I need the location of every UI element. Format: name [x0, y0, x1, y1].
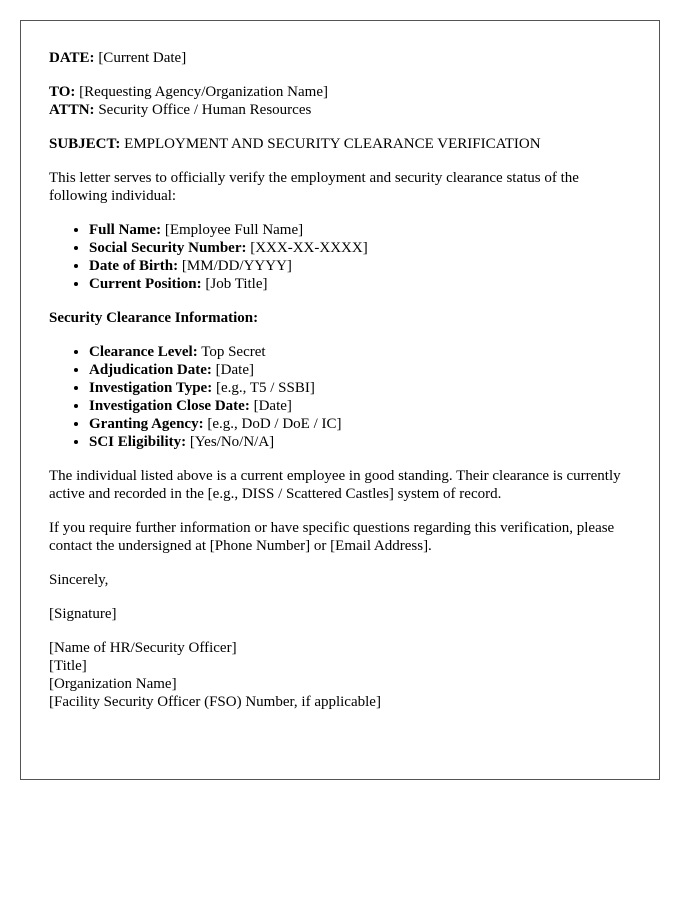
- list-item: [89, 415, 631, 433]
- list-item-label: Current Position:: [89, 276, 202, 292]
- list-item: [89, 397, 631, 415]
- list-item: [89, 239, 631, 257]
- clearance-heading: Security Clearance Information:: [49, 310, 259, 326]
- list-item-label: Adjudication Date:: [89, 362, 212, 378]
- list-item: [89, 257, 631, 275]
- list-item-label: Granting Agency:: [89, 416, 204, 432]
- list-item: [89, 361, 631, 379]
- list-item-label: Social Security Number:: [89, 240, 247, 256]
- date-line: [49, 49, 631, 67]
- signer-title: [Title]: [49, 658, 87, 674]
- contact-paragraph: If you require further information or have specific questions regarding this verification, please contact the undersigned at [Phone Number] or [Email Address].: [49, 520, 615, 554]
- intro-paragraph: This letter serves to officially verify the employment and security clearance status of the following individual:: [49, 170, 579, 204]
- list-item: [89, 379, 631, 397]
- subject-value: EMPLOYMENT AND SECURITY CLEARANCE VERIFICATION: [124, 136, 541, 152]
- date-value: [Current Date]: [98, 50, 187, 66]
- list-item-value: [MM/DD/YYYY]: [181, 258, 292, 274]
- to-line: [49, 83, 631, 101]
- list-item-value: [Date]: [253, 398, 292, 414]
- verification-letter: [20, 20, 660, 780]
- list-item: [89, 275, 631, 293]
- list-item-label: Investigation Type:: [89, 380, 213, 396]
- list-item-value: [e.g., T5 / SSBI]: [215, 380, 315, 396]
- list-item: [89, 221, 631, 239]
- list-item-label: Investigation Close Date:: [89, 398, 250, 414]
- list-item-value: [e.g., DoD / DoE / IC]: [207, 416, 342, 432]
- list-item: [89, 433, 631, 451]
- list-item-label: Clearance Level:: [89, 344, 198, 360]
- list-item-label: Full Name:: [89, 222, 162, 238]
- signer-block: [49, 639, 631, 711]
- to-label: TO:: [49, 84, 76, 100]
- list-item-value: [XXX-XX-XXXX]: [250, 240, 368, 256]
- standing-paragraph: The individual listed above is a current employee in good standing. Their clearance is currently active and recorded in the [e.g., DISS / Scattered Castles] system of record.: [49, 468, 621, 502]
- to-value: [Requesting Agency/Organization Name]: [79, 84, 328, 100]
- closing-line: Sincerely,: [49, 572, 109, 588]
- signer-name: [Name of HR/Security Officer]: [49, 640, 237, 656]
- list-item-value: [Date]: [215, 362, 254, 378]
- signer-organization: [Organization Name]: [49, 676, 177, 692]
- signature-placeholder: [Signature]: [49, 606, 117, 622]
- list-item-label: SCI Eligibility:: [89, 434, 187, 450]
- attn-value: Security Office / Human Resources: [98, 102, 312, 118]
- subject-line: [49, 135, 631, 153]
- list-item-value: Top Secret: [201, 344, 266, 360]
- date-label: DATE:: [49, 50, 95, 66]
- signer-fso-number: [Facility Security Officer (FSO) Number, if applicable]: [49, 694, 381, 710]
- list-item: [89, 343, 631, 361]
- list-item-value: [Yes/No/N/A]: [189, 434, 275, 450]
- list-item-label: Date of Birth:: [89, 258, 179, 274]
- attn-line: [49, 101, 631, 119]
- clearance-details-list: [49, 343, 631, 451]
- employee-details-list: [49, 221, 631, 293]
- subject-label: SUBJECT:: [49, 136, 121, 152]
- list-item-value: [Employee Full Name]: [164, 222, 304, 238]
- attn-label: ATTN:: [49, 102, 95, 118]
- list-item-value: [Job Title]: [205, 276, 268, 292]
